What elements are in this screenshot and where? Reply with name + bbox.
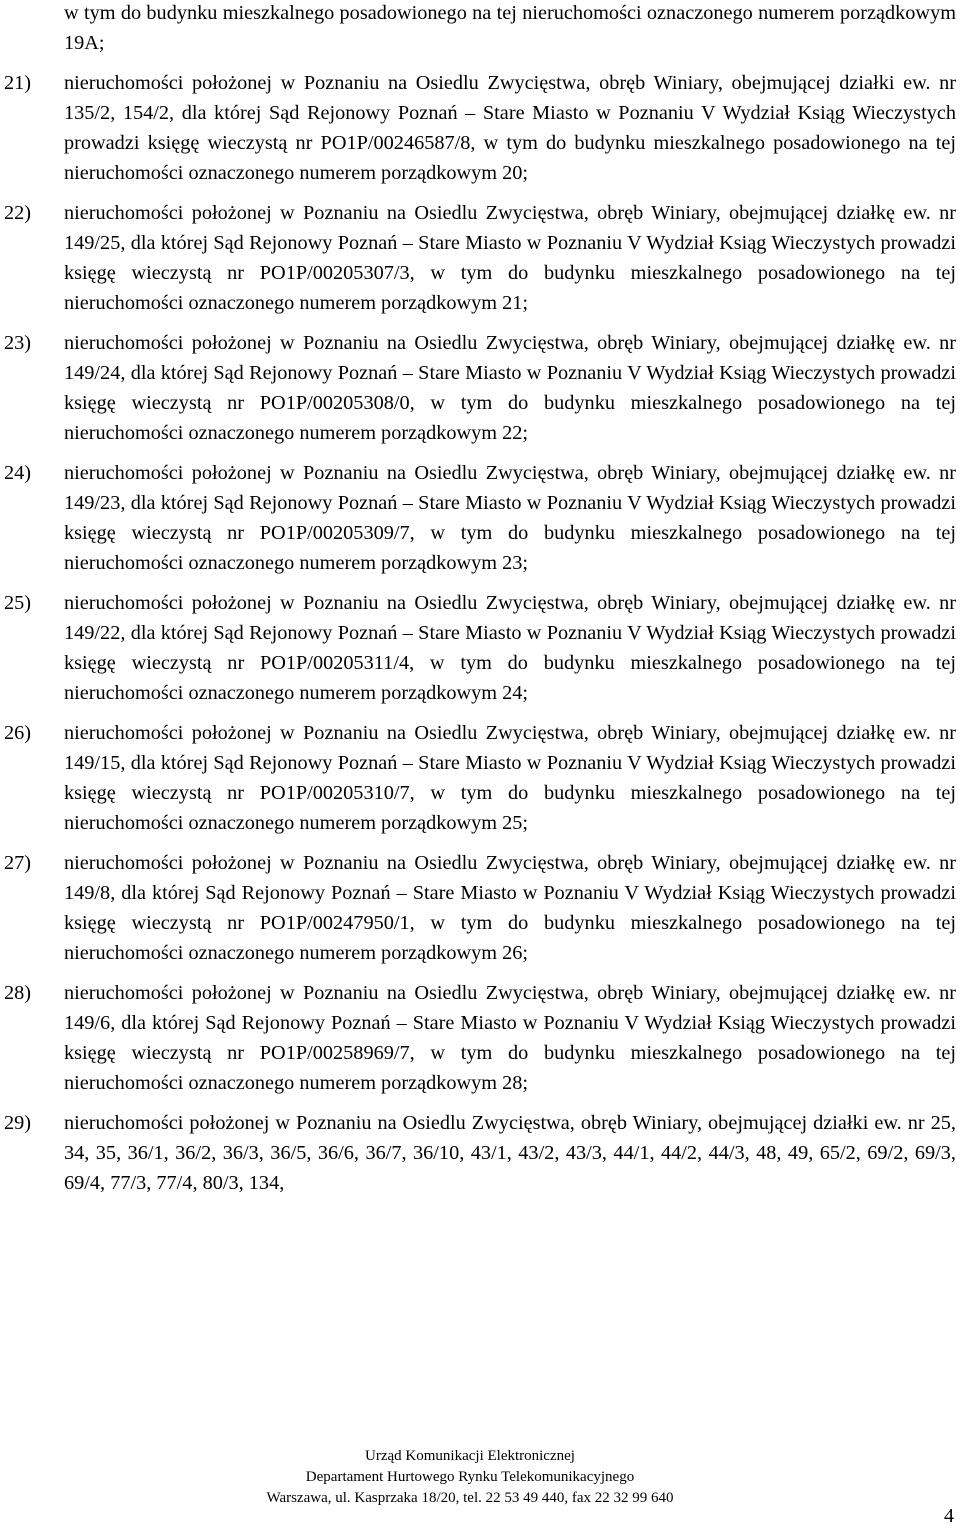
list-item (4, 198, 956, 318)
list-item-number: 27) (4, 852, 32, 874)
list-item-number: 28) (4, 982, 32, 1004)
list-item-number: 24) (4, 462, 32, 484)
list-item (4, 458, 956, 578)
list-item-text: nieruchomości położonej w Poznaniu na Osiedlu Zwycięstwa, obręb Winiary, obejmującej działkę ew. nr 149/22, dla której Sąd Rejonowy Poznań – Stare Miasto w Poznaniu V Wydział Ksiąg Wieczystych prowadzi księgę wieczystą nr PO1P/00205311/4, w tym do budynku mieszkalnego posadowionego na tej nieruchomości oznaczonego numerem porządkowym 24; (64, 592, 956, 704)
list-item (4, 68, 956, 188)
document-body (4, 0, 956, 1208)
footer (0, 1446, 940, 1509)
list-item-number: 26) (4, 722, 32, 744)
list-item-text: nieruchomości położonej w Poznaniu na Osiedlu Zwycięstwa, obręb Winiary, obejmującej działkę ew. nr 149/25, dla której Sąd Rejonowy Poznań – Stare Miasto w Poznaniu V Wydział Ksiąg Wieczystych prowadzi księgę wieczystą nr PO1P/00205307/3, w tym do budynku mieszkalnego posadowionego na tej nieruchomości oznaczonego numerem porządkowym 21; (64, 202, 956, 314)
list-item-text: nieruchomości położonej w Poznaniu na Osiedlu Zwycięstwa, obręb Winiary, obejmującej działkę ew. nr 149/24, dla której Sąd Rejonowy Poznań – Stare Miasto w Poznaniu V Wydział Ksiąg Wieczystych prowadzi księgę wieczystą nr PO1P/00205308/0, w tym do budynku mieszkalnego posadowionego na tej nieruchomości oznaczonego numerem porządkowym 22; (64, 332, 956, 444)
list-item (4, 718, 956, 838)
list-item-number: 22) (4, 202, 32, 224)
footer-address: Warszawa, ul. Kasprzaka 18/20, tel. 22 53 49 440, fax 22 32 99 640 (266, 1490, 674, 1506)
list-item (4, 588, 956, 708)
list-item-text: nieruchomości położonej w Poznaniu na Osiedlu Zwycięstwa, obręb Winiary, obejmującej działkę ew. nr 149/6, dla której Sąd Rejonowy Poznań – Stare Miasto w Poznaniu V Wydział Ksiąg Wieczystych prowadzi księgę wieczystą nr PO1P/00258969/7, w tym do budynku mieszkalnego posadowionego na tej nieruchomości oznaczonego numerem porządkowym 28; (64, 982, 956, 1094)
list-item (4, 1108, 956, 1198)
numbered-list (4, 68, 956, 1198)
list-item-text: nieruchomości położonej w Poznaniu na Osiedlu Zwycięstwa, obręb Winiary, obejmującej działkę ew. nr 149/15, dla której Sąd Rejonowy Poznań – Stare Miasto w Poznaniu V Wydział Ksiąg Wieczystych prowadzi księgę wieczystą nr PO1P/00205310/7, w tym do budynku mieszkalnego posadowionego na tej nieruchomości oznaczonego numerem porządkowym 25; (64, 722, 956, 834)
list-item-number: 23) (4, 332, 32, 354)
list-item-text: nieruchomości położonej w Poznaniu na Osiedlu Zwycięstwa, obręb Winiary, obejmującej działki ew. nr 135/2, 154/2, dla której Sąd Rejonowy Poznań – Stare Miasto w Poznaniu V Wydział Ksiąg Wieczystych prowadzi księgę wieczystą nr PO1P/00246587/8, w tym do budynku mieszkalnego posadowionego na tej nieruchomości oznaczonego numerem porządkowym 20; (64, 72, 956, 184)
list-item-number: 21) (4, 72, 32, 94)
list-item-text: nieruchomości położonej w Poznaniu na Osiedlu Zwycięstwa, obręb Winiary, obejmującej działki ew. nr 25, 34, 35, 36/1, 36/2, 36/3, 36/5, 36/6, 36/7, 36/10, 43/1, 43/2, 43/3, 44/1, 44/2, 44/3, 48, 49, 65/2, 69/2, 69/3, 69/4, 77/3, 77/4, 80/3, 134, (64, 1112, 956, 1194)
footer-department: Departament Hurtowego Rynku Telekomunikacyjnego (305, 1469, 635, 1485)
list-item-number: 25) (4, 592, 32, 614)
list-item (4, 848, 956, 968)
continuation-paragraph: w tym do budynku mieszkalnego posadowionego na tej nieruchomości oznaczonego numerem porządkowym 19A; (64, 2, 956, 54)
list-item (4, 328, 956, 448)
footer-office: Urząd Komunikacji Elektronicznej (365, 1448, 575, 1464)
page-number: 4 (944, 1505, 954, 1527)
list-item-text: nieruchomości położonej w Poznaniu na Osiedlu Zwycięstwa, obręb Winiary, obejmującej działkę ew. nr 149/8, dla której Sąd Rejonowy Poznań – Stare Miasto w Poznaniu V Wydział Ksiąg Wieczystych prowadzi księgę wieczystą nr PO1P/00247950/1, w tym do budynku mieszkalnego posadowionego na tej nieruchomości oznaczonego numerem porządkowym 26; (64, 852, 956, 964)
list-item-number: 29) (4, 1112, 32, 1134)
list-item (4, 978, 956, 1098)
list-item-text: nieruchomości położonej w Poznaniu na Osiedlu Zwycięstwa, obręb Winiary, obejmującej działkę ew. nr 149/23, dla której Sąd Rejonowy Poznań – Stare Miasto w Poznaniu V Wydział Ksiąg Wieczystych prowadzi księgę wieczystą nr PO1P/00205309/7, w tym do budynku mieszkalnego posadowionego na tej nieruchomości oznaczonego numerem porządkowym 23; (64, 462, 956, 574)
